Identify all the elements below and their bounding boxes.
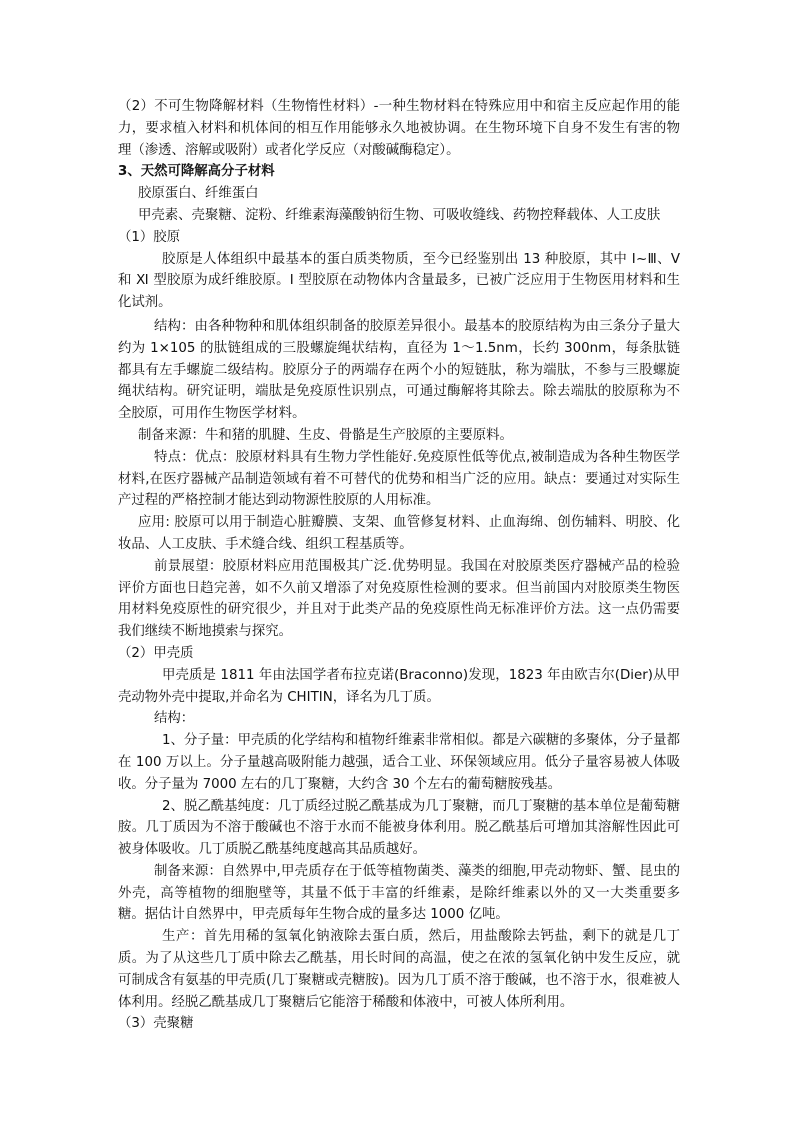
paragraph-chitin-production: 生产：首先用稀的氢氧化钠液除去蛋白质，然后，用盐酸除去钙盐，剩下的就是几丁质。为了从这些几丁质中除去乙酰基，用长时间的高温，使之在浓的氢氧化钠中发生反应，就可制成含有氨基的甲壳质(几丁聚糖或壳糖胺)。因为几丁质不溶于酸碱，也不溶于水，很难被人体利用。经脱乙酰基成几丁聚糖后它能溶于稀酸和体液中，可被人体所利用。 — [118, 929, 680, 1010]
paragraph-chitin-deacetylation: 2、脱乙酰基纯度：几丁质经过脱乙酰基成为几丁聚糖，而几丁聚糖的基本单位是葡萄糖胺。几丁质因为不溶于酸碱也不溶于水而不能被身体利用。脱乙酰基后可增加其溶解性因此可被身体吸收。几丁质脱乙酰基纯度越高其品质越好。 — [118, 798, 680, 858]
paragraph-protein-list: 胶原蛋白、纤维蛋白 — [138, 186, 259, 202]
paragraph-chitin-intro: 甲壳质是 1811 年由法国学者布拉克诺(Braconno)发现，1823 年由欧吉尔(Dier)从甲壳动物外壳中提取,并命名为 CHITIN，译名为几丁质。 — [118, 667, 680, 705]
section-heading-natural-degradable-polymers: 3、天然可降解高分子材料 — [118, 164, 275, 180]
paragraph-collagen-intro: 胶原是人体组织中最基本的蛋白质类物质，至今已经鉴别出 13 种胶原，其中 Ⅰ~Ⅲ、Ⅴ和 Ⅺ 型胶原为成纤维胶原。Ⅰ 型胶原在动物体内含量最多，已被广泛应用于生物医用材料和生化试剂。 — [118, 251, 680, 311]
paragraph-biologically-inert-materials: （2）不可生物降解材料（生物惰性材料）-一种生物材料在特殊应用中和宿主反应起作用的能力，要求植入材料和机体间的相互作用能够永久地被协调。在生物环境下自身不发生有害的物理（渗透、溶解或吸附）或者化学反应（对酸碱酶稳定）。 — [118, 99, 680, 158]
paragraph-collagen-outlook: 前景展望：胶原材料应用范围极其广泛.优势明显。我国在对胶原类医疗器械产品的检验评价方面也日趋完善，如不久前又增添了对免疫原性检测的要求。但当前国内对胶原类生物医用材料免疫原性的研究很少，并且对于此类产品的免疫原性尚无标准评价方法。这一点仍需要我们继续不断地摸索与探究。 — [118, 558, 680, 640]
subheading-collagen: （1）胶原 — [118, 229, 181, 245]
paragraph-polysaccharide-list: 甲壳素、壳聚糖、淀粉、纤维素海藻酸钠衍生物、可吸收缝线、药物控释载体、人工皮肤 — [138, 207, 661, 223]
document-page — [118, 96, 680, 1035]
paragraph-chitin-molecular-weight: 1、分子量：甲壳质的化学结构和植物纤维素非常相似。都是六碳糖的多聚体，分子量都在 100 万以上。分子量越高吸附能力越强，适合工业、环保领域应用。低分子量容易被人体吸收。分子量为 7000 左右的几丁聚糖，大约含 30 个左右的葡萄糖胺残基。 — [118, 733, 680, 792]
paragraph-collagen-source: 制备来源：牛和猪的肌腱、生皮、骨骼是生产胶原的主要原料。 — [138, 427, 513, 443]
paragraph-chitin-source: 制备来源：自然界中,甲壳质存在于低等植物菌类、藻类的细胞,甲壳动物虾、蟹、昆虫的外壳，高等植物的细胞壁等，其量不低于丰富的纤维素，是除纤维素以外的又一大类重要多糖。据估计自然界中，甲壳质每年生物合成的量多达 1000 亿吨。 — [118, 863, 680, 923]
paragraph-collagen-features: 特点：优点：胶原材料具有生物力学性能好.免疫原性低等优点,被制造成为各种生物医学材料,在医疗器械产品制造领域有着不可替代的优势和相当广泛的应用。缺点：要通过对实际生产过程的严格控制才能达到动物源性胶原的人用标准。 — [118, 449, 680, 509]
paragraph-collagen-structure: 结构：由各种物种和肌体组织制备的胶原差异很小。最基本的胶原结构为由三条分子量大约为 1×105 的肽链组成的三股螺旋绳状结构，直径为 1～1.5nm，长约 300nm，每条肽链都具有左手螺旋二级结构。胶原分子的两端存在两个小的短链肽，称为端肽，不参与三股螺旋绳状结构。研究证明，端肽是免疫原性识别点，可通过酶解将其除去。除去端肽的胶原称为不全胶原，可用作生物医学材料。 — [118, 318, 680, 422]
paragraph-collagen-applications: 应用: 胶原可以用于制造心脏瓣膜、支架、血管修复材料、止血海绵、创伤辅料、明胶、化妆品、人工皮肤、手术缝合线、组织工程基质等。 — [118, 515, 680, 552]
subheading-chitin: （2）甲壳质 — [118, 645, 194, 661]
subheading-chitosan: （3）壳聚糖 — [118, 1016, 194, 1032]
paragraph-chitin-structure-label: 结构： — [154, 711, 195, 727]
